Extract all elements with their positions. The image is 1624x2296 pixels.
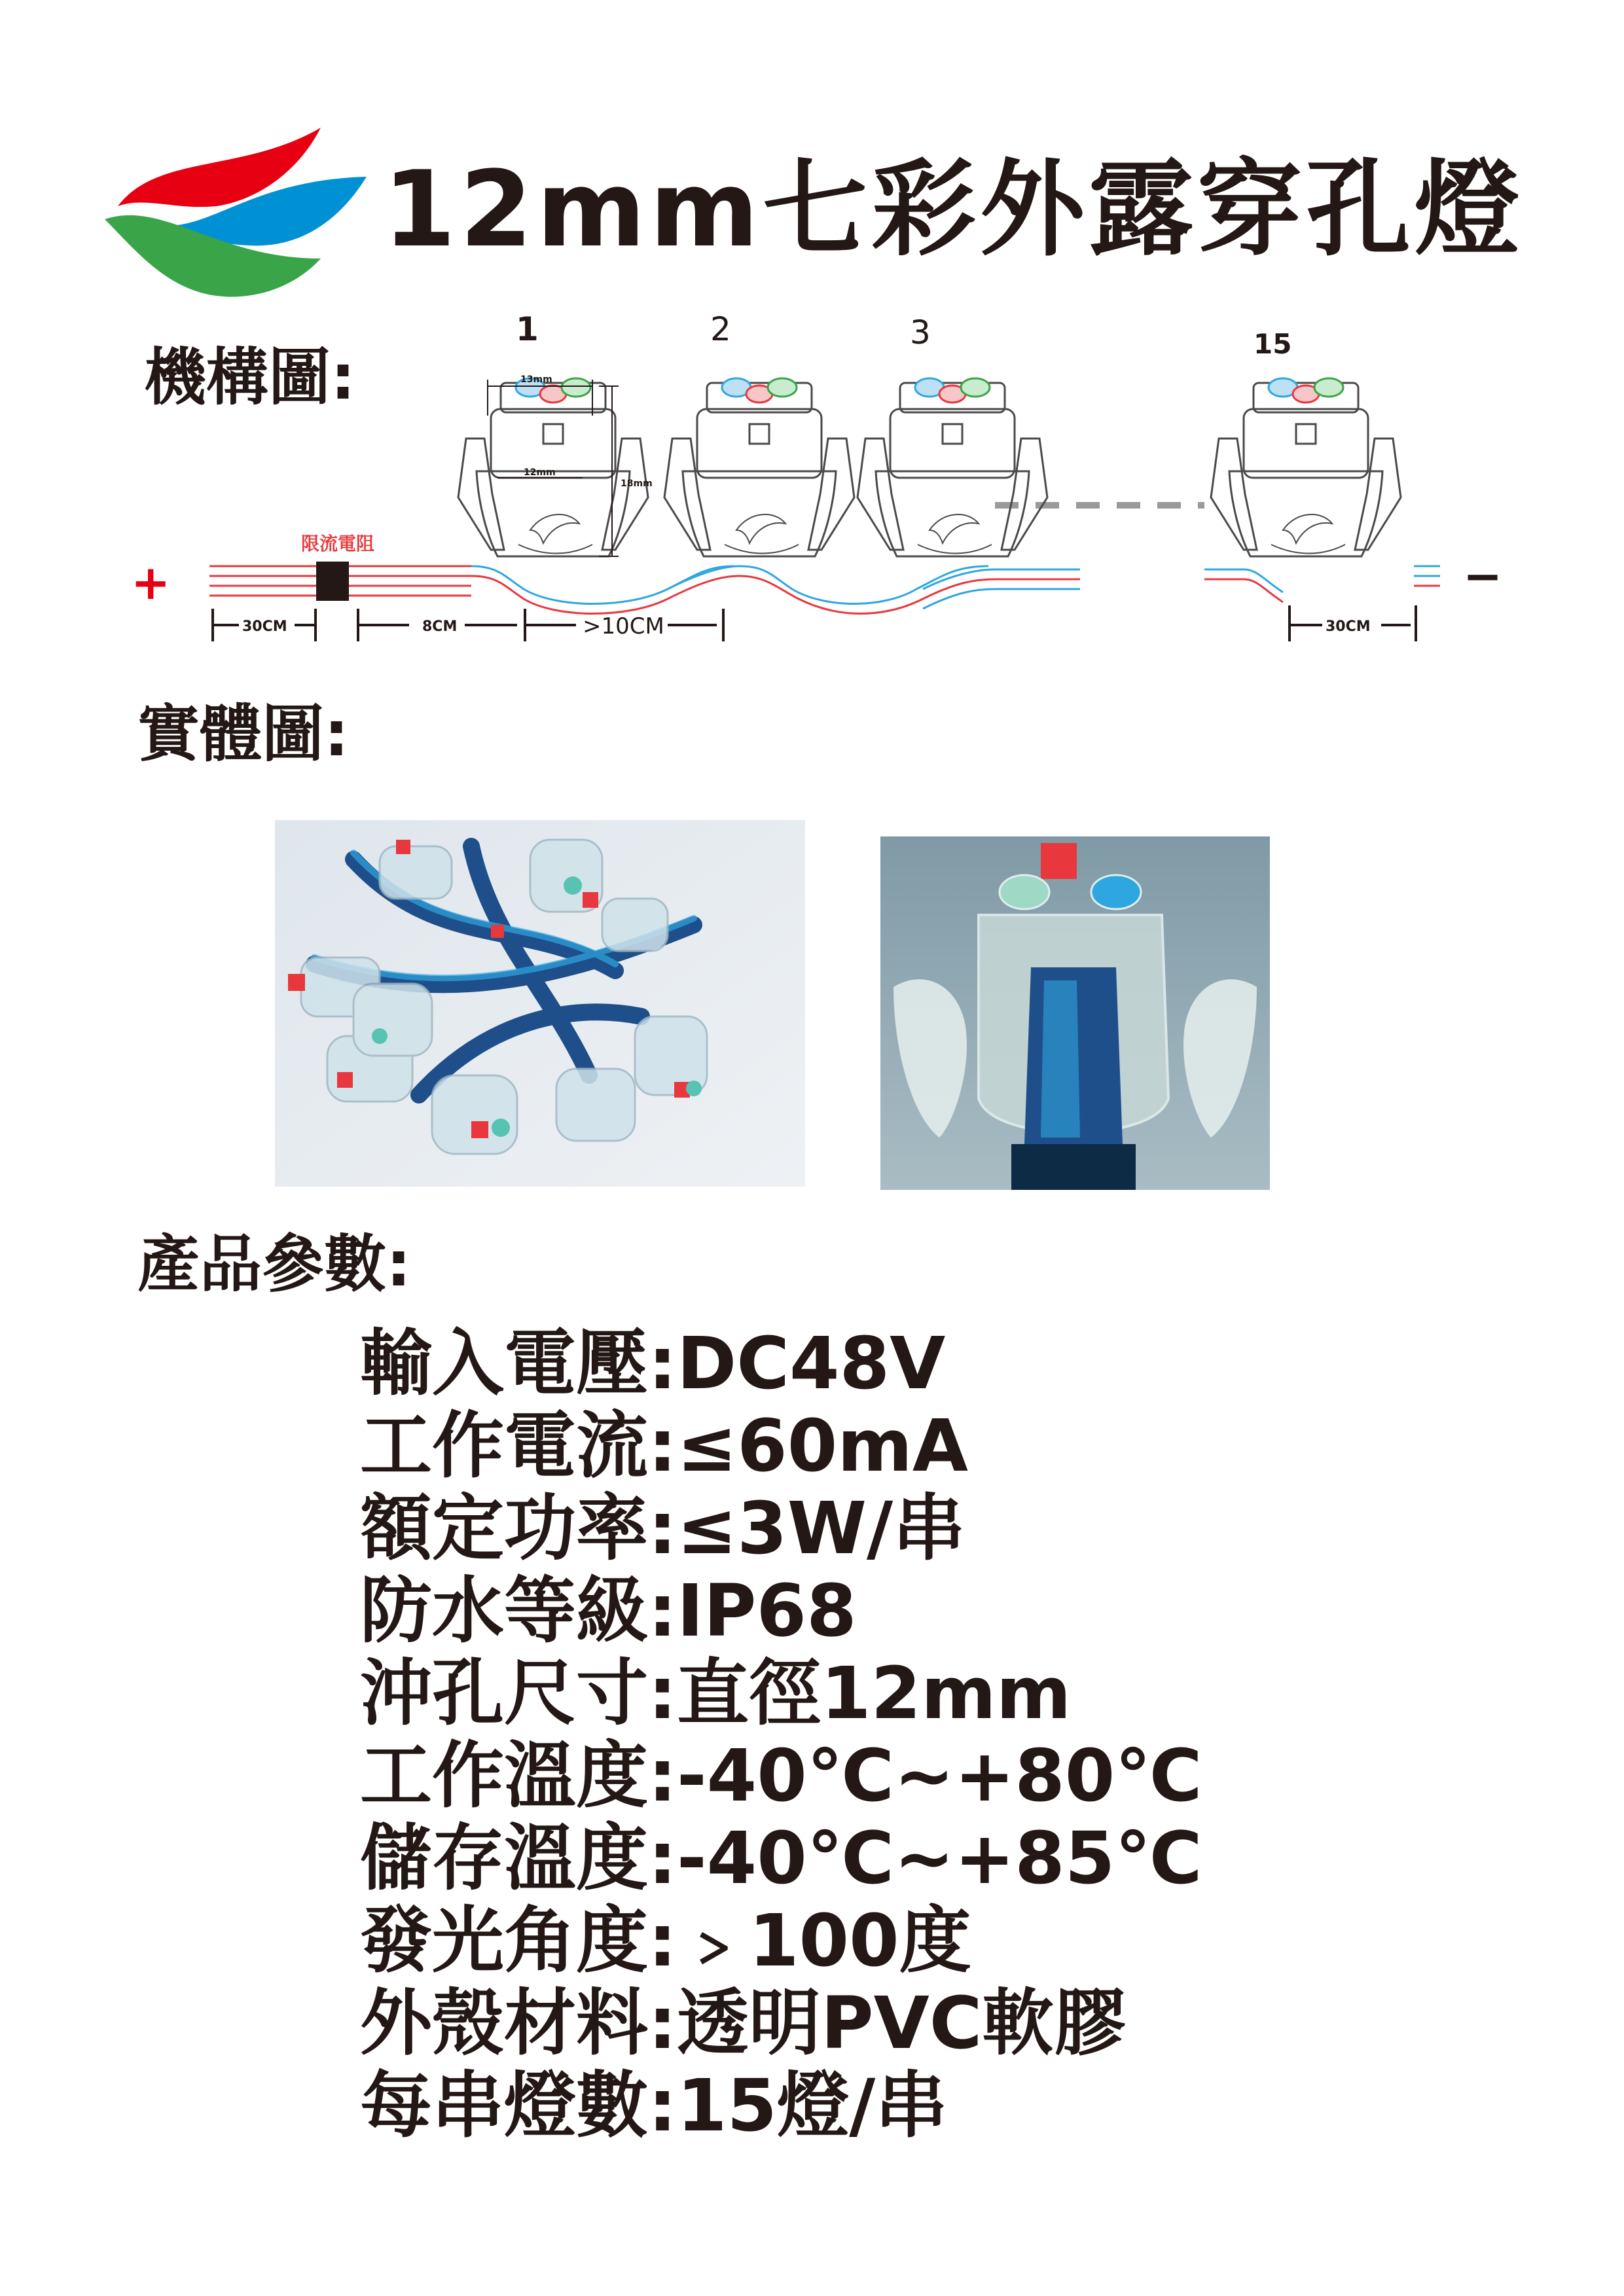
resistor-label: 限流電阻 xyxy=(301,533,375,554)
company-logo xyxy=(105,128,367,304)
length-spacing: >10CM xyxy=(583,613,664,639)
page-title: 12mm七彩外露穿孔燈 xyxy=(383,148,1524,270)
param-value: 透明PVC軟膠 xyxy=(677,1981,1127,2065)
led-unit-15 xyxy=(1211,378,1401,556)
connecting-wires xyxy=(471,566,1440,614)
led-number-3: 3 xyxy=(910,314,931,351)
dimension-height: 18mm xyxy=(621,478,653,489)
minus-terminal: − xyxy=(1463,548,1503,603)
product-photo-cluster xyxy=(275,820,805,1187)
param-value: IP68 xyxy=(677,1569,857,1653)
param-label: 防水等級: xyxy=(360,1569,677,1653)
structure-diagram xyxy=(131,301,1538,655)
param-working-temperature xyxy=(360,1734,1202,1817)
param-beam-angle xyxy=(360,1899,1202,1982)
param-label: 工作溫度: xyxy=(360,1734,677,1818)
led-unit-3 xyxy=(857,378,1047,556)
length-resistor: 8CM xyxy=(422,619,458,635)
param-label: 每串燈數: xyxy=(360,2064,677,2147)
param-value: 直徑12mm xyxy=(677,1651,1072,1735)
led-unit-2 xyxy=(664,378,854,556)
dimension-inner-width: 12mm xyxy=(524,467,556,478)
param-value: DC48V xyxy=(677,1321,946,1405)
current-limiting-resistor xyxy=(316,562,349,601)
param-input-voltage xyxy=(360,1322,1202,1405)
dimension-top-width: 13mm xyxy=(520,374,552,385)
length-lead-in: 30CM xyxy=(242,619,287,635)
param-label: 發光角度: xyxy=(360,1899,677,1982)
param-value: -40℃~+85℃ xyxy=(677,1816,1202,1900)
param-hole-size xyxy=(360,1652,1202,1734)
param-value: ≤3W/串 xyxy=(677,1486,965,1570)
param-value: ﹥100度 xyxy=(677,1899,971,1982)
param-value: -40℃~+80℃ xyxy=(677,1734,1202,1818)
param-value: 15燈/串 xyxy=(677,2064,948,2147)
led-number-15: 15 xyxy=(1254,328,1292,360)
plus-terminal: + xyxy=(131,555,171,610)
param-housing-material xyxy=(360,1982,1202,2064)
photos-heading: 實體圖: xyxy=(137,698,349,770)
param-working-current xyxy=(360,1405,1202,1487)
param-label: 儲存溫度: xyxy=(360,1816,677,1900)
parameters-list xyxy=(360,1322,1202,2147)
param-storage-temperature xyxy=(360,1817,1202,1899)
param-lights-per-string xyxy=(360,2064,1202,2147)
length-markers xyxy=(213,605,1416,641)
param-waterproof-rating xyxy=(360,1570,1202,1652)
length-lead-out: 30CM xyxy=(1326,619,1371,635)
param-label: 外殼材料: xyxy=(360,1981,677,2065)
parameters-heading: 產品參數: xyxy=(137,1229,411,1300)
param-value: ≤60mA xyxy=(677,1404,968,1488)
product-photo-closeup xyxy=(880,836,1270,1190)
param-label: 沖孔尺寸: xyxy=(360,1651,677,1735)
param-label: 工作電流: xyxy=(360,1404,677,1488)
mechanism-heading: 機構圖: xyxy=(144,342,355,414)
param-rated-power xyxy=(360,1487,1202,1570)
led-number-2: 2 xyxy=(710,310,731,348)
param-label: 額定功率: xyxy=(360,1486,677,1570)
led-number-1: 1 xyxy=(516,310,539,348)
param-label: 輸入電壓: xyxy=(360,1321,677,1405)
